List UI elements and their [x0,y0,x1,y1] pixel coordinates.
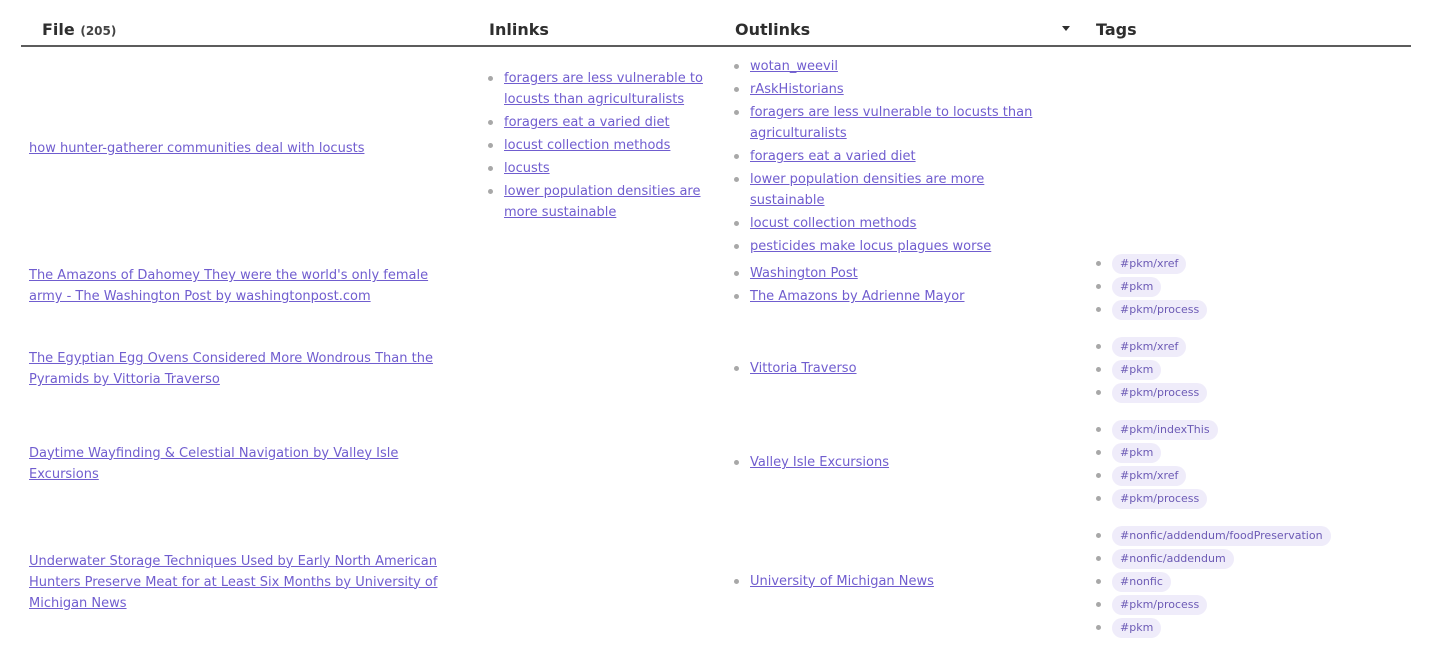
list-item [729,263,965,284]
tag-pill[interactable]: #pkm/xref [1112,254,1186,274]
table-row [21,250,1411,322]
list-item [1091,487,1218,510]
inlink[interactable]: lower population densities are more sustainable [504,184,701,220]
list-item [1091,570,1331,593]
list-item [483,158,713,179]
list-item [1091,252,1207,275]
inlink[interactable]: locusts [504,161,550,176]
list-item [729,452,889,473]
inlink[interactable]: locust collection methods [504,138,671,153]
outlinks-cell [729,263,1059,309]
tag-pill[interactable]: #pkm [1112,618,1161,638]
tags-cell [1091,335,1421,404]
tag-pill[interactable]: #pkm/xref [1112,337,1186,357]
tag-pill[interactable]: #pkm [1112,360,1161,380]
list-item [729,102,1059,144]
column-header-tags[interactable]: Tags [1096,20,1137,39]
outlink[interactable]: Washington Post [750,266,858,281]
list-item [483,135,713,156]
outlink[interactable]: foragers are less vulnerable to locusts than agriculturalists [750,105,1033,141]
list-item [1091,593,1331,616]
table-row [21,416,1411,511]
list-item [483,112,713,133]
list-item [483,181,713,223]
tags-cell [1091,252,1421,321]
list-item [1091,418,1218,441]
list-item [1091,381,1207,404]
table-row [21,55,1411,254]
list-item [1091,335,1207,358]
list-item [1091,298,1207,321]
outlink[interactable]: Valley Isle Excursions [750,455,890,470]
file-count: (205) [80,24,117,38]
outlink[interactable]: rAskHistorians [750,82,844,97]
list-item [1091,524,1331,547]
inlinks-cell [483,68,713,225]
list-item [1091,547,1331,570]
list-item [729,146,1059,167]
list-item [729,56,1059,77]
sort-descending-icon[interactable] [1062,26,1070,31]
tag-pill[interactable]: #pkm [1112,277,1161,297]
tag-pill[interactable]: #pkm/process [1112,383,1207,403]
list-item [729,79,1059,100]
tag-pill[interactable]: #pkm/xref [1112,466,1186,486]
file-link[interactable]: The Egyptian Egg Ovens Considered More Wondrous Than the Pyramids by Vittoria Traverso [29,351,433,387]
column-header-file[interactable] [42,20,116,39]
file-cell [29,55,459,241]
file-cell [29,250,459,322]
file-link[interactable]: The Amazons of Dahomey They were the world's only female army - The Washington Post by washingtonpost.com [29,268,429,304]
list-item [729,213,1059,234]
outlinks-cell [729,522,1059,642]
list-item [1091,358,1207,381]
outlinks-cell [729,56,1059,259]
file-cell [29,416,459,511]
tags-cell [1091,524,1421,639]
table-row [21,333,1411,405]
list-item [729,358,857,379]
list-item [729,286,965,307]
list-item [729,571,934,592]
tag-pill[interactable]: #pkm [1112,443,1161,463]
file-link[interactable]: Underwater Storage Techniques Used by Early North American Hunters Preserve Meat for at Least Six Months by University of Michigan News [29,553,438,611]
tag-pill[interactable]: #nonfic/addendum/foodPreservation [1112,526,1331,546]
outlink[interactable]: pesticides make locus plagues worse [750,239,992,254]
list-item [483,68,713,110]
column-header-inlinks[interactable]: Inlinks [489,20,549,39]
inlink[interactable]: foragers are less vulnerable to locusts than agriculturalists [504,71,703,107]
list-item [1091,616,1331,639]
table-row [21,522,1411,642]
outlink[interactable]: Vittoria Traverso [750,360,857,376]
list-item [1091,464,1218,487]
inlink[interactable]: foragers eat a varied diet [504,115,670,130]
outlink[interactable]: The Amazons by Adrienne Mayor [750,289,965,304]
file-cell [29,522,459,642]
list-item [1091,275,1207,298]
outlinks-cell [729,333,1059,405]
tags-cell [1091,418,1421,510]
outlink[interactable]: foragers eat a varied diet [750,149,916,164]
tag-pill[interactable]: #pkm/process [1112,489,1207,509]
outlink[interactable]: lower population densities are more sustainable [750,172,985,208]
outlink[interactable]: locust collection methods [750,216,917,231]
file-cell [29,333,459,405]
tag-pill[interactable]: #pkm/process [1112,595,1207,615]
list-item [1091,441,1218,464]
outlinks-cell [729,416,1059,511]
list-item [729,169,1059,211]
tag-pill[interactable]: #nonfic/addendum [1112,549,1234,569]
tag-pill[interactable]: #pkm/indexThis [1112,420,1218,440]
file-link[interactable]: how hunter-gatherer communities deal with locusts [29,140,365,156]
file-header-label: File [42,20,75,39]
outlink[interactable]: wotan_weevil [750,59,838,74]
column-header-outlinks[interactable]: Outlinks [735,20,811,39]
file-link[interactable]: Daytime Wayfinding & Celestial Navigation by Valley Isle Excursions [29,445,399,482]
tag-pill[interactable]: #pkm/process [1112,300,1207,320]
tag-pill[interactable]: #nonfic [1112,572,1171,592]
outlink[interactable]: University of Michigan News [750,573,934,589]
table-header [21,0,1411,47]
